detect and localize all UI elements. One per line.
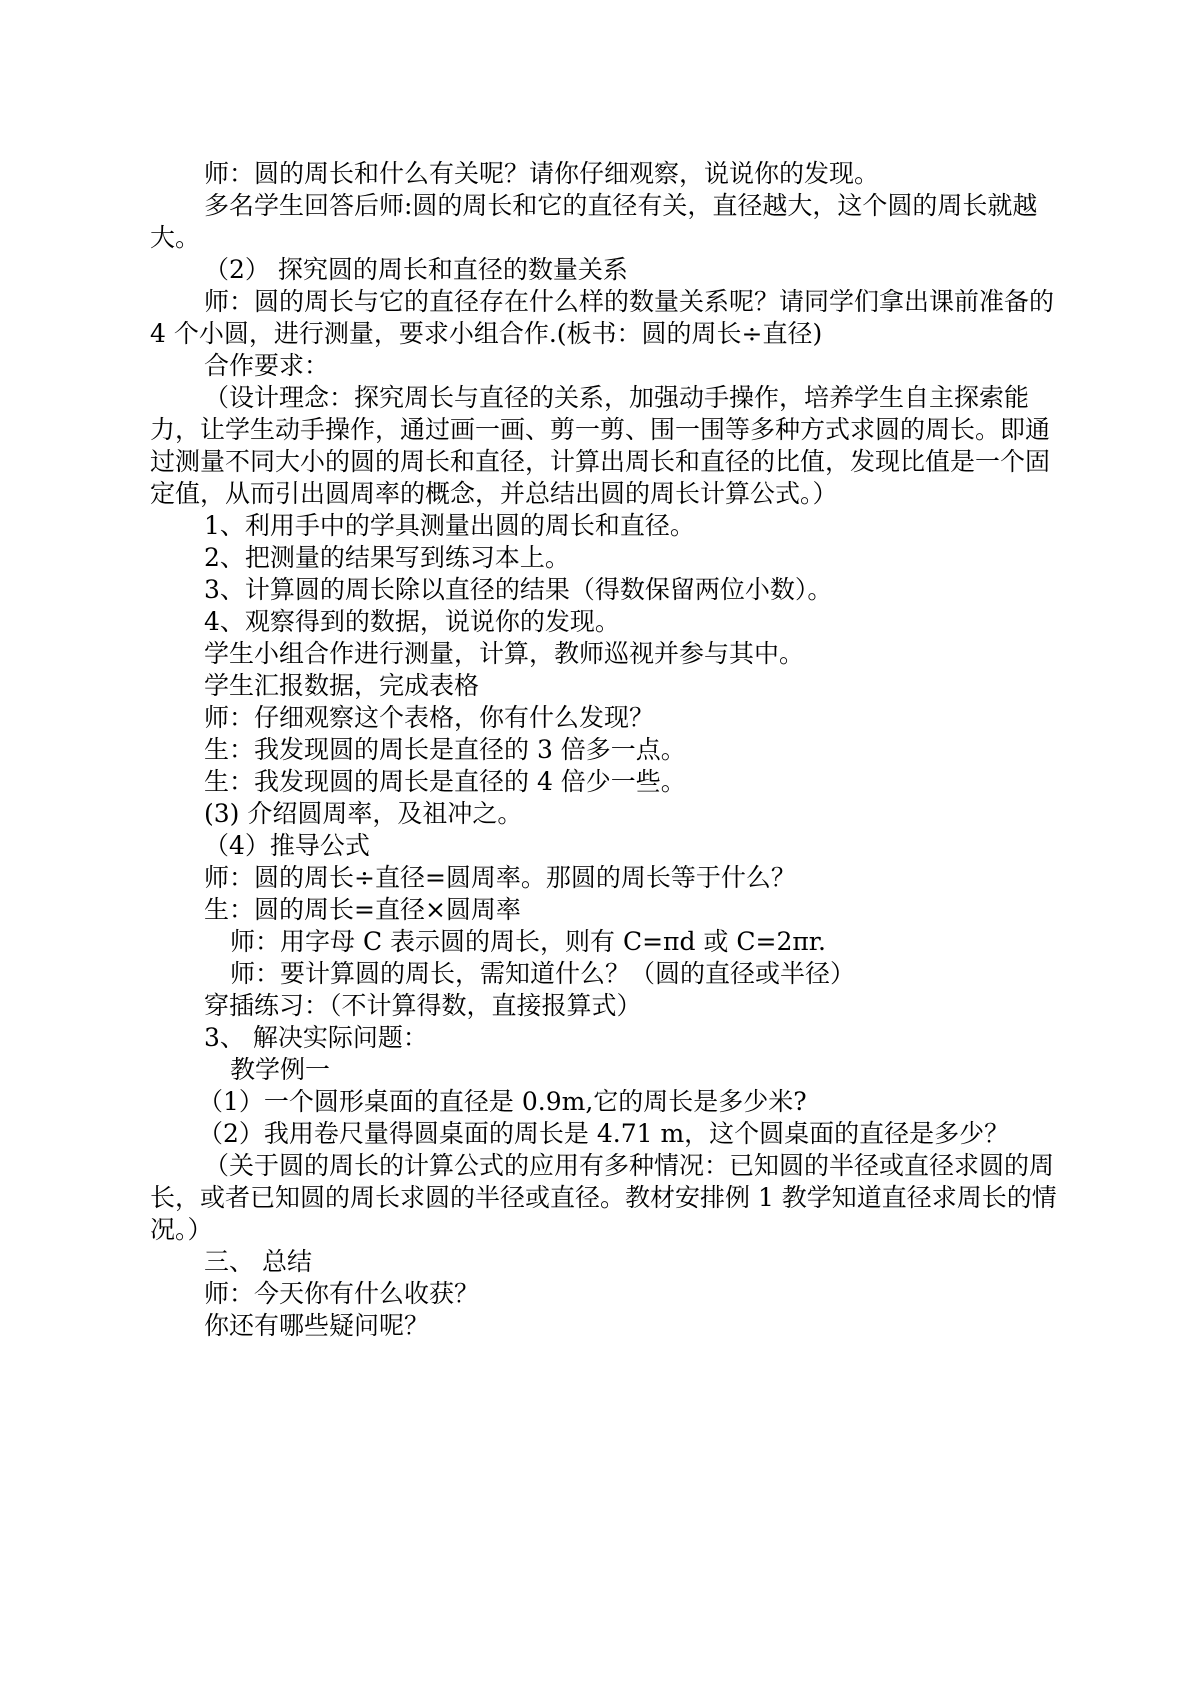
paragraph-teacher-measure: 师：圆的周长与它的直径存在什么样的数量关系呢？请同学们拿出课前准备的 4 个小圆，进行测量，要求小组合作.(板书：圆的周长÷直径) [150,287,1055,348]
section-heading-4: （4）推导公式 [204,831,370,860]
paragraph-teacher-question: 师：圆的周长和什么有关呢？请你仔细观察，说说你的发现。 [204,159,880,188]
paragraph-group-work: 学生小组合作进行测量，计算，教师巡视并参与其中。 [204,639,805,668]
list-item-3: 3、计算圆的周长除以直径的结果（得数保留两位小数）。 [204,575,833,604]
paragraph-students-answer: 多名学生回答后师:圆的周长和它的直径有关，直径越大，这个圆的周长就越大。 [150,191,1038,252]
paragraph-teacher-observe: 师：仔细观察这个表格，你有什么发现？ [204,703,655,732]
paragraph-teacher-need: 师：要计算圆的周长，需知道什么？（圆的直径或半径） [230,959,856,988]
section-heading-summary: 三、 总结 [204,1247,312,1276]
paragraph-remaining-questions: 你还有哪些疑问呢？ [204,1311,430,1340]
document-page [150,158,1060,1342]
paragraph-teacher-formula-q: 师：圆的周长÷直径=圆周率。那圆的周长等于什么？ [204,863,796,892]
section-heading-solve: 3、 解决实际问题： [204,1023,428,1052]
example-question-2: （2）我用卷尺量得圆桌面的周长是 4.71 m，这个圆桌面的直径是多少？ [198,1119,1010,1148]
example-question-1: （1）一个圆形桌面的直径是 0.9m,它的周长是多少米? [198,1087,807,1116]
paragraph-teacher-letter-c: 师：用字母 C 表示圆的周长，则有 C=πd 或 C=2πr. [230,927,826,956]
paragraph-report-data: 学生汇报数据，完成表格 [204,671,480,700]
paragraph-design-concept: （设计理念：探究周长与直径的关系，加强动手操作，培养学生自主探索能力，让学生动手操作，通过画一画、剪一剪、围一围等多种方式求圆的周长。即通过测量不同大小的圆的周长和直径，计算出周长和直径的比值，发现比值是一个固定值，从而引出圆周率的概念，并总结出圆的周长计算公式。） [150,383,1051,508]
section-heading-2: （2） 探究圆的周长和直径的数量关系 [204,255,628,284]
paragraph-formula-applications: （关于圆的周长的计算公式的应用有多种情况：已知圆的半径或直径求圆的周长，或者已知圆的周长求圆的半径或直径。教材安排例 1 教学知道直径求周长的情况。） [150,1151,1057,1244]
paragraph-student-formula: 生：圆的周长=直径×圆周率 [204,895,521,924]
list-item-4: 4、观察得到的数据，说说你的发现。 [204,607,620,636]
paragraph-teacher-gains: 师：今天你有什么收获？ [204,1279,480,1308]
paragraph-interjected-practice: 穿插练习：（不计算得数，直接报算式） [204,991,642,1020]
list-item-2: 2、把测量的结果写到练习本上。 [204,543,570,572]
paragraph-student-4x: 生：我发现圆的周长是直径的 4 倍少一些。 [204,767,686,796]
cooperation-requirements-heading: 合作要求： [204,351,330,380]
paragraph-student-3x: 生：我发现圆的周长是直径的 3 倍多一点。 [204,735,686,764]
list-item-1: 1、利用手中的学具测量出圆的周长和直径。 [204,511,695,540]
example-heading: 教学例一 [230,1055,331,1084]
section-heading-3: (3) 介绍圆周率，及祖冲之。 [204,799,523,828]
